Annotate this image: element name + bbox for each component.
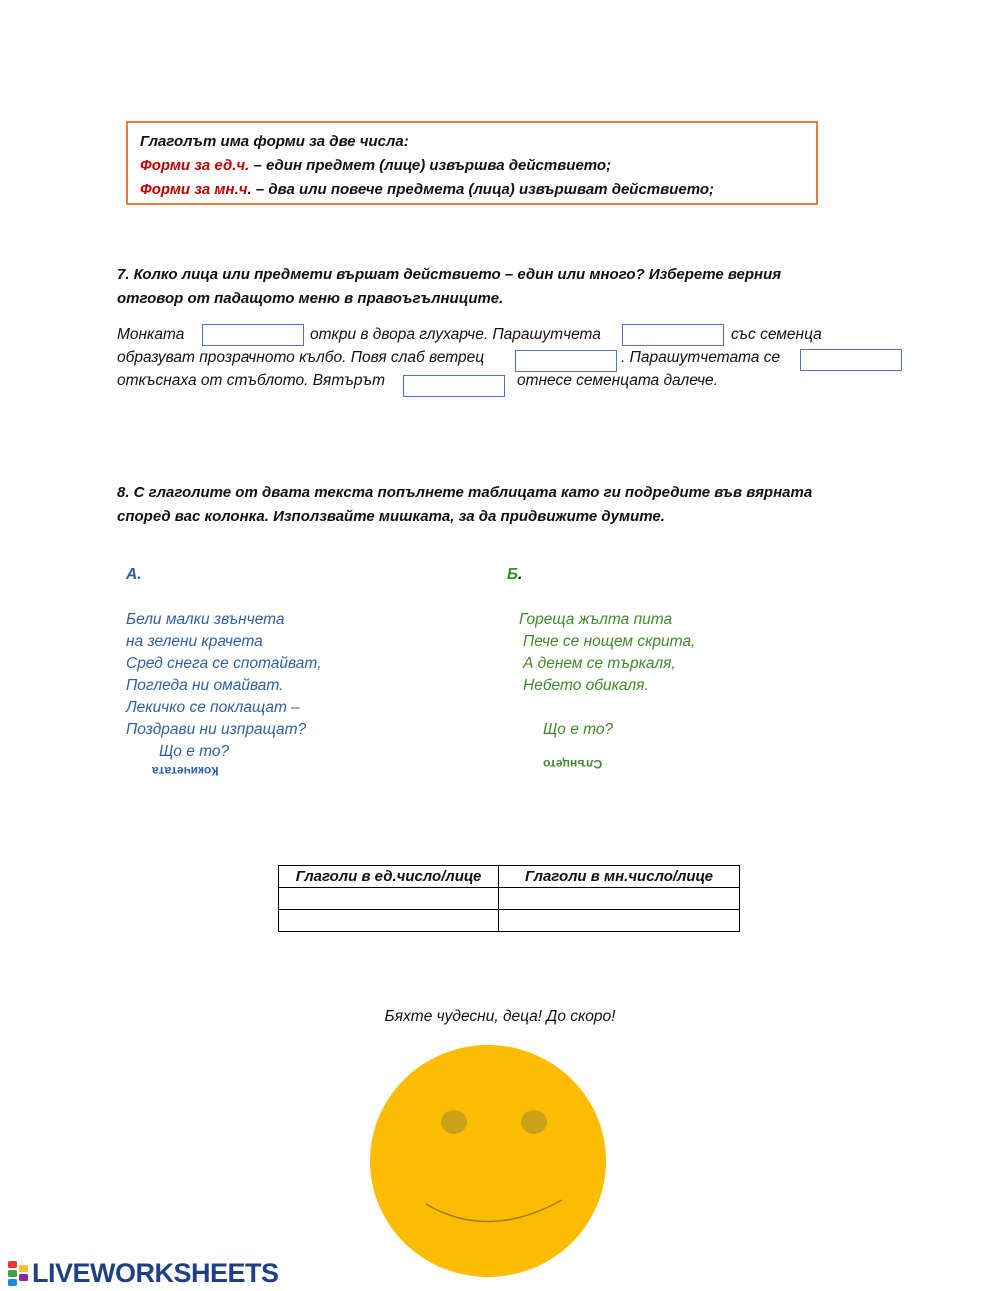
rule-singular: [140, 154, 804, 178]
rule-plural-text: . – два или повече предмета (лица) извършват действието;: [247, 181, 715, 198]
rule-plural: [140, 178, 804, 202]
text-segment-3: със семенца: [731, 326, 822, 343]
dropdown-answer-5[interactable]: [403, 375, 505, 397]
poem-b: [519, 609, 695, 741]
poem-a-label: А.: [126, 566, 142, 583]
dropdown-answer-2[interactable]: [622, 324, 724, 346]
poem-a-line[interactable]: Лекичко се поклащат –: [126, 699, 300, 716]
verb-sort-table: [278, 865, 740, 932]
rule-title: Глаголът има форми за две числа:: [140, 133, 409, 150]
table-header-plural: Глаголи в мн.число/лице: [499, 866, 740, 888]
table-row: [279, 888, 740, 910]
smiley-left-eye: [441, 1110, 467, 1134]
rule-plural-label: Форми за мн.ч: [140, 181, 248, 198]
table-row: [279, 910, 740, 932]
poem-a-line[interactable]: Погледа ни омайват.: [126, 677, 284, 694]
task8-question-line2: според вас колонка. Използвайте мишката, за да придвижите думите.: [117, 508, 665, 525]
text-segment-6: откъснаха от стъблото. Вятърът: [117, 372, 386, 389]
poem-b-line[interactable]: Небето обикаля.: [523, 677, 649, 694]
task8-question: [117, 481, 887, 529]
drop-cell-plural[interactable]: [499, 888, 740, 910]
poem-a-line[interactable]: на зелени крачета: [126, 633, 263, 650]
logo-text: LIVEWORKSHEETS: [32, 1258, 279, 1288]
drop-cell-singular[interactable]: [279, 888, 499, 910]
poem-b-line[interactable]: Пече се нощем скрита,: [523, 633, 696, 650]
text-segment-2: откри в двора глухарче. Парашутчета: [310, 326, 601, 343]
task7-text-line1: [117, 326, 184, 344]
smiley-right-eye: [521, 1110, 547, 1134]
text-segment-5: . Парашутчетата се: [621, 349, 781, 366]
poem-b-line[interactable]: А денем се търкаля,: [523, 655, 676, 672]
poem-b-line[interactable]: Гореща жълта пита: [519, 611, 673, 628]
task8-question-line1: 8. С глаголите от двата текста попълнете таблицата като ги подредите във вярната: [117, 484, 813, 501]
poem-a-answer-flipped: Кокичетата: [152, 764, 219, 778]
drop-cell-plural[interactable]: [499, 910, 740, 932]
poem-b-answer-flipped: Слънцето: [543, 757, 603, 771]
logo-mark-icon: [8, 1261, 28, 1287]
poem-a: [126, 609, 321, 763]
poem-a-question: Що е то?: [159, 743, 230, 760]
task7-question: [117, 263, 887, 311]
drop-cell-singular[interactable]: [279, 910, 499, 932]
dropdown-answer-4[interactable]: [800, 349, 902, 371]
table-header-singular: Глаголи в ед.число/лице: [279, 866, 499, 888]
rule-singular-label: Форми за ед.ч.: [140, 157, 250, 174]
poem-b-label-dot: .: [517, 566, 523, 583]
dropdown-answer-3[interactable]: [515, 350, 617, 372]
poem-b-label-letter: Б: [507, 566, 518, 583]
goodbye-message: Бяхте чудесни, деца! До скоро!: [384, 1008, 616, 1025]
text-monkata: Монката: [117, 326, 185, 343]
smiley-face-icon: [368, 1043, 608, 1279]
poem-a-line[interactable]: Сред снега се спотайват,: [126, 655, 322, 672]
poem-b-label: [507, 566, 522, 584]
liveworksheets-logo[interactable]: [8, 1258, 279, 1289]
task7-question-line1: 7. Колко лица или предмети вършат действието – един или много? Изберете верния: [117, 266, 782, 283]
poem-a-line[interactable]: Поздрави ни изпращат?: [126, 721, 307, 738]
text-segment-4: образуват прозрачното кълбо. Повя слаб ветрец: [117, 349, 485, 366]
smiley-face: [370, 1045, 606, 1277]
poem-a-line[interactable]: Бели малки звънчета: [126, 611, 285, 628]
text-segment-7: отнесе семенцата далече.: [517, 372, 718, 389]
poem-b-question: Що е то?: [543, 721, 614, 738]
task7-question-line2: отговор от падащото меню в правоъгълниците.: [117, 290, 504, 307]
grammar-rule-box: [126, 121, 818, 205]
dropdown-answer-1[interactable]: [202, 324, 304, 346]
rule-singular-text: – един предмет (лице) извършва действието;: [249, 157, 612, 174]
